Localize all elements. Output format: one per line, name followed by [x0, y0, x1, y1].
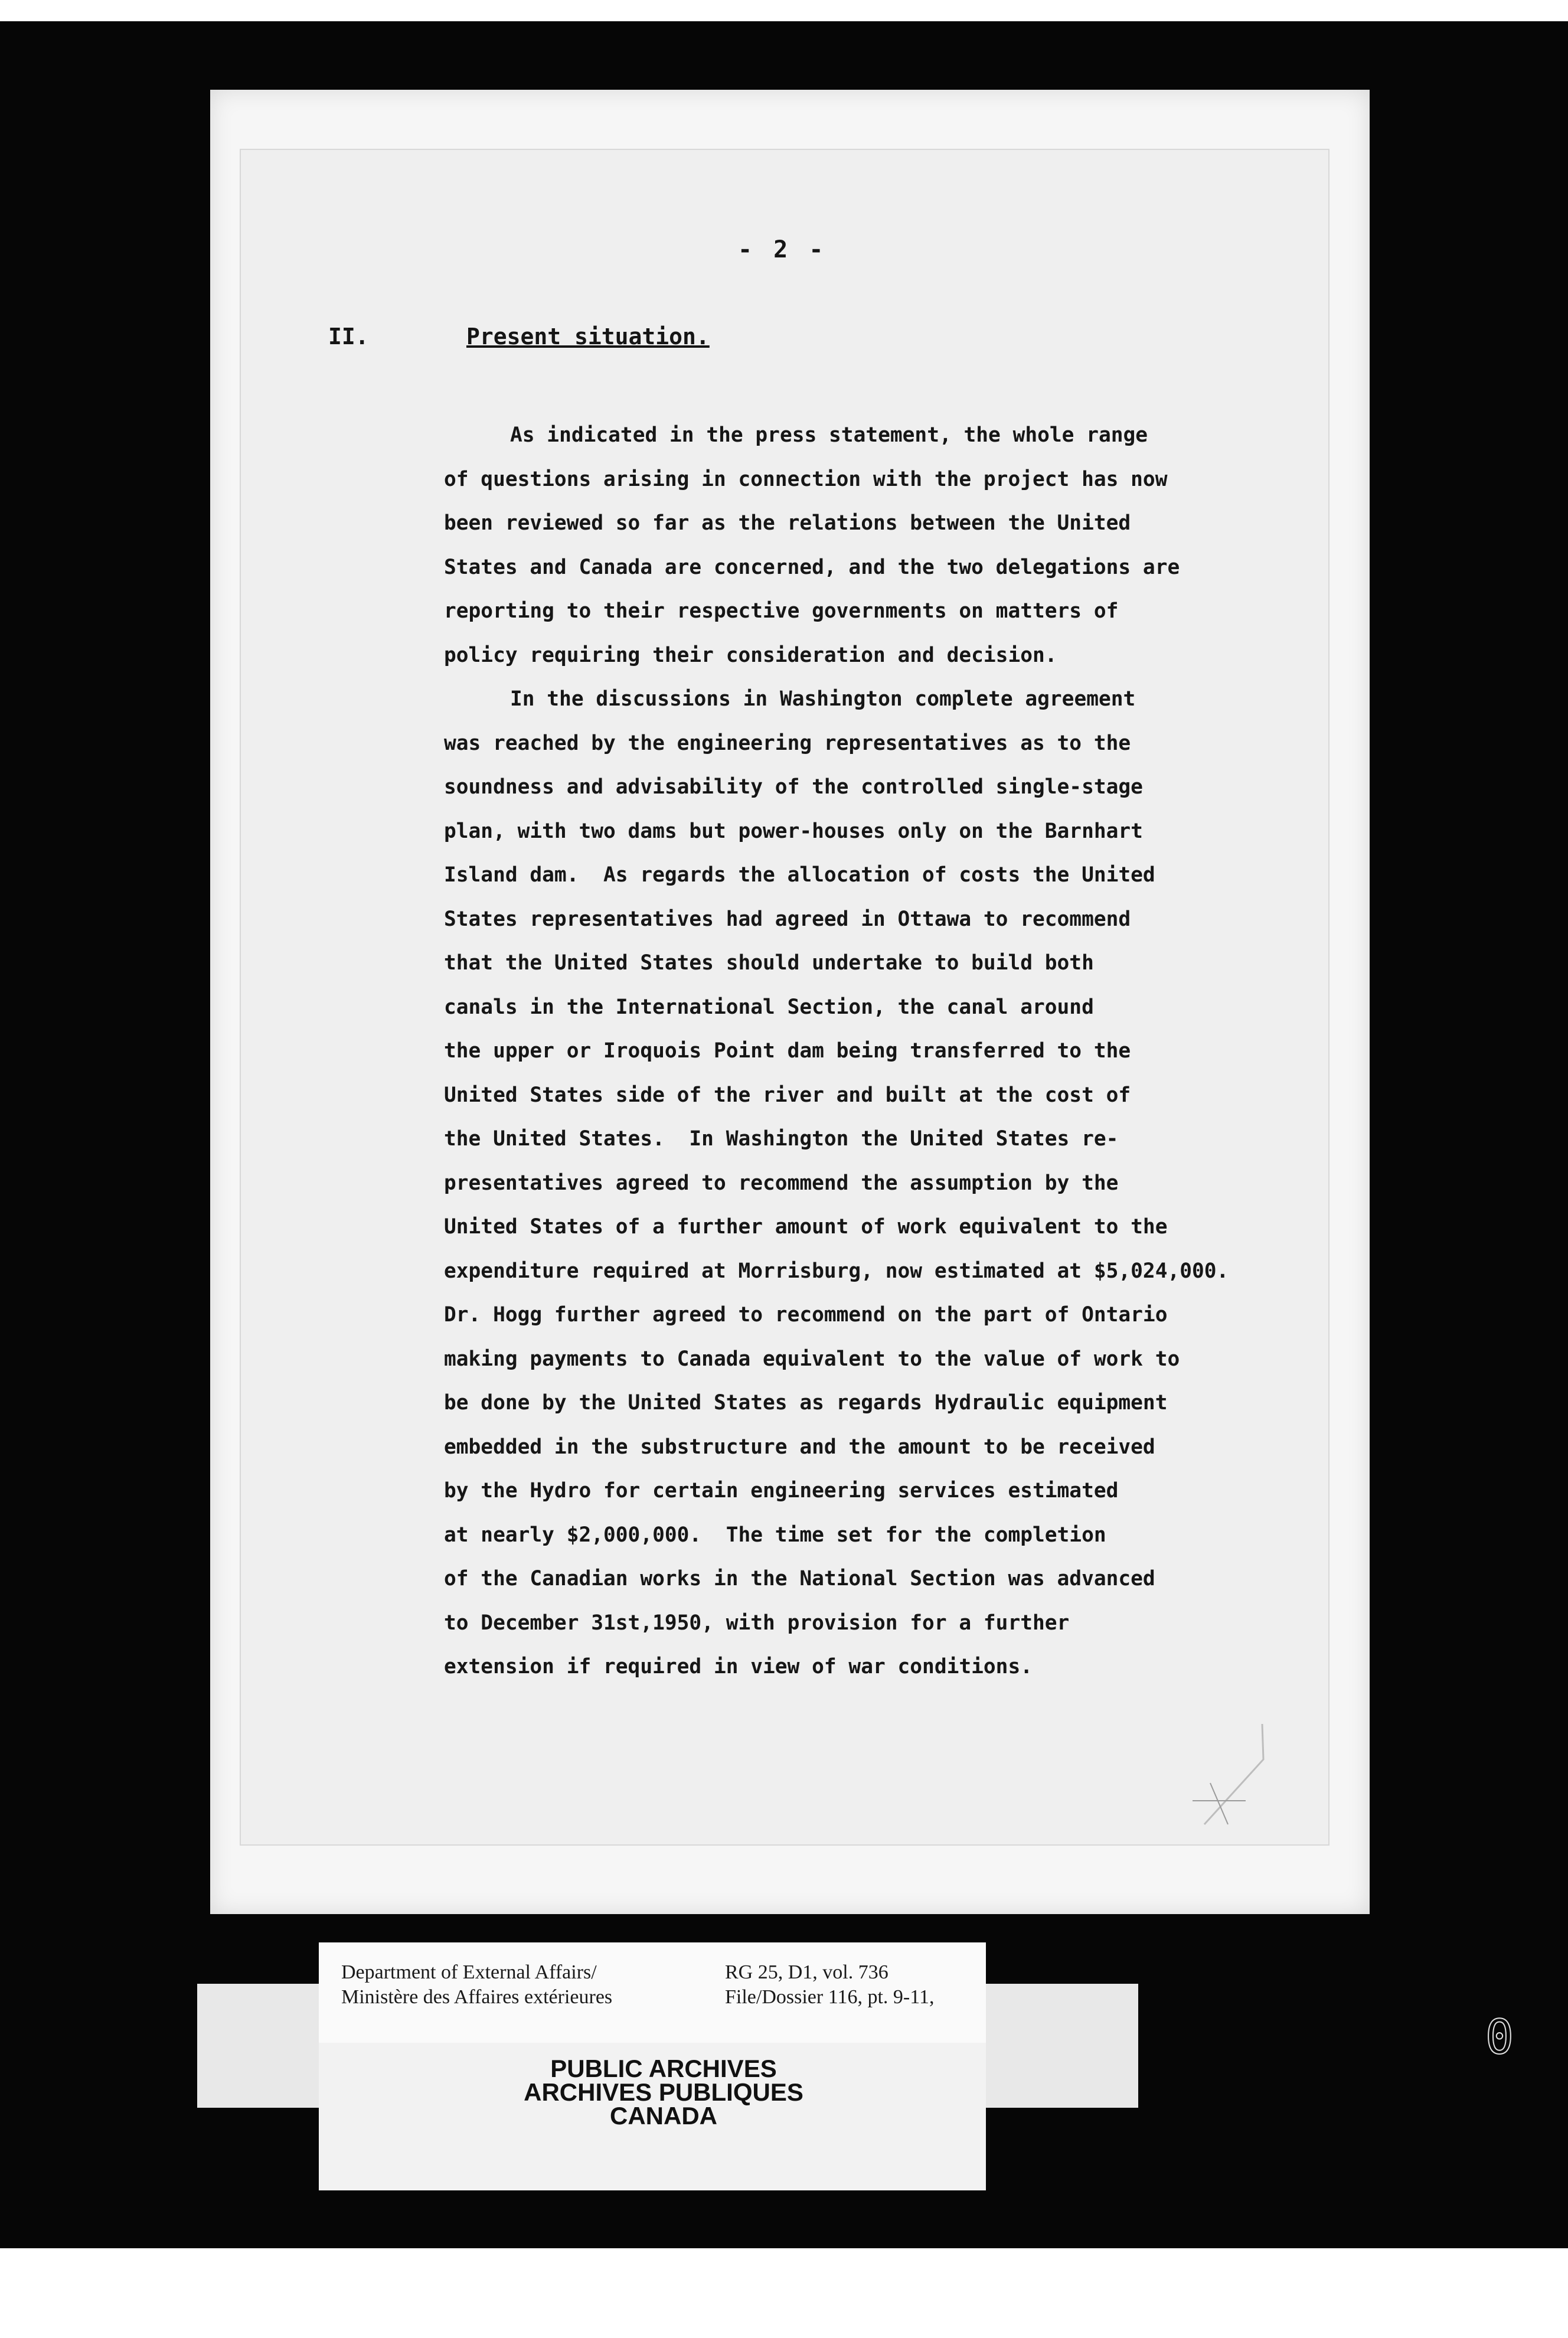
- section-number: II.: [328, 324, 369, 350]
- body-line: that the United States should undertake to build both: [444, 951, 1094, 975]
- body-line: presentatives agreed to recommend the assumption by the: [444, 1171, 1119, 1195]
- body-line: the upper or Iroquois Point dam being transferred to the: [444, 1039, 1131, 1063]
- body-text: [444, 413, 1300, 1689]
- body-line: States and Canada are concerned, and the two delegations are: [444, 555, 1180, 579]
- label-left-tab: [197, 1984, 333, 2108]
- department-line-2: Ministère des Affaires extérieures: [341, 1986, 613, 2008]
- body-line: States representatives had agreed in Ottawa to recommend: [444, 907, 1131, 931]
- body-line: Dr. Hogg further agreed to recommend on the part of Ontario: [444, 1303, 1168, 1327]
- body-line: extension if required in view of war conditions.: [444, 1655, 1033, 1679]
- body-line: of questions arising in connection with the project has now: [444, 467, 1168, 491]
- page-corner-curl: [1193, 1700, 1269, 1830]
- label-right-tab: [973, 1984, 1138, 2108]
- body-line: to December 31st,1950, with provision for a further: [444, 1611, 1070, 1635]
- body-line: making payments to Canada equivalent to the value of work to: [444, 1347, 1180, 1371]
- body-line: been reviewed so far as the relations between the United: [444, 511, 1131, 535]
- body-line: As indicated in the press statement, the whole range: [510, 423, 1148, 447]
- reference-line-1: RG 25, D1, vol. 736: [725, 1961, 888, 1983]
- section-title: Present situation.: [466, 324, 710, 350]
- body-line: expenditure required at Morrisburg, now estimated at $5,024,000.: [444, 1259, 1229, 1283]
- body-line: soundness and advisability of the controlled single-stage: [444, 775, 1143, 799]
- body-line: plan, with two dams but power-houses only on the Barnhart: [444, 819, 1143, 843]
- body-line: by the Hydro for certain engineering services estimated: [444, 1479, 1119, 1503]
- page-number: - 2 -: [738, 236, 827, 263]
- reference-line-2: File/Dossier 116, pt. 9-11,: [725, 1986, 935, 2008]
- archives-stamp-line-1: PUBLIC ARCHIVES: [550, 2055, 777, 2082]
- archives-stamp-line-2: ARCHIVES PUBLIQUES: [524, 2078, 803, 2106]
- frame-marker: [1485, 2010, 1514, 2065]
- body-line: embedded in the substructure and the amount to be received: [444, 1435, 1155, 1459]
- body-line: of the Canadian works in the National Section was advanced: [444, 1567, 1155, 1591]
- body-line: policy requiring their consideration and decision.: [444, 643, 1057, 667]
- body-line: at nearly $2,000,000. The time set for the completion: [444, 1523, 1106, 1547]
- body-line: United States of a further amount of work equivalent to the: [444, 1215, 1168, 1239]
- body-line: reporting to their respective governments on matters of: [444, 599, 1119, 623]
- body-line: In the discussions in Washington complete agreement: [510, 687, 1136, 711]
- body-line: was reached by the engineering representatives as to the: [444, 731, 1131, 755]
- department-line-1: Department of External Affairs/: [341, 1961, 597, 1983]
- frame-marker-text: 0: [1485, 2010, 1514, 2065]
- archives-stamp-line-3: CANADA: [610, 2102, 717, 2130]
- body-line: Island dam. As regards the allocation of costs the United: [444, 863, 1155, 887]
- body-line: the United States. In Washington the United States re-: [444, 1127, 1119, 1151]
- body-line: canals in the International Section, the canal around: [444, 995, 1094, 1019]
- body-line: United States side of the river and built at the cost of: [444, 1083, 1131, 1107]
- body-line: be done by the United States as regards Hydraulic equipment: [444, 1391, 1168, 1415]
